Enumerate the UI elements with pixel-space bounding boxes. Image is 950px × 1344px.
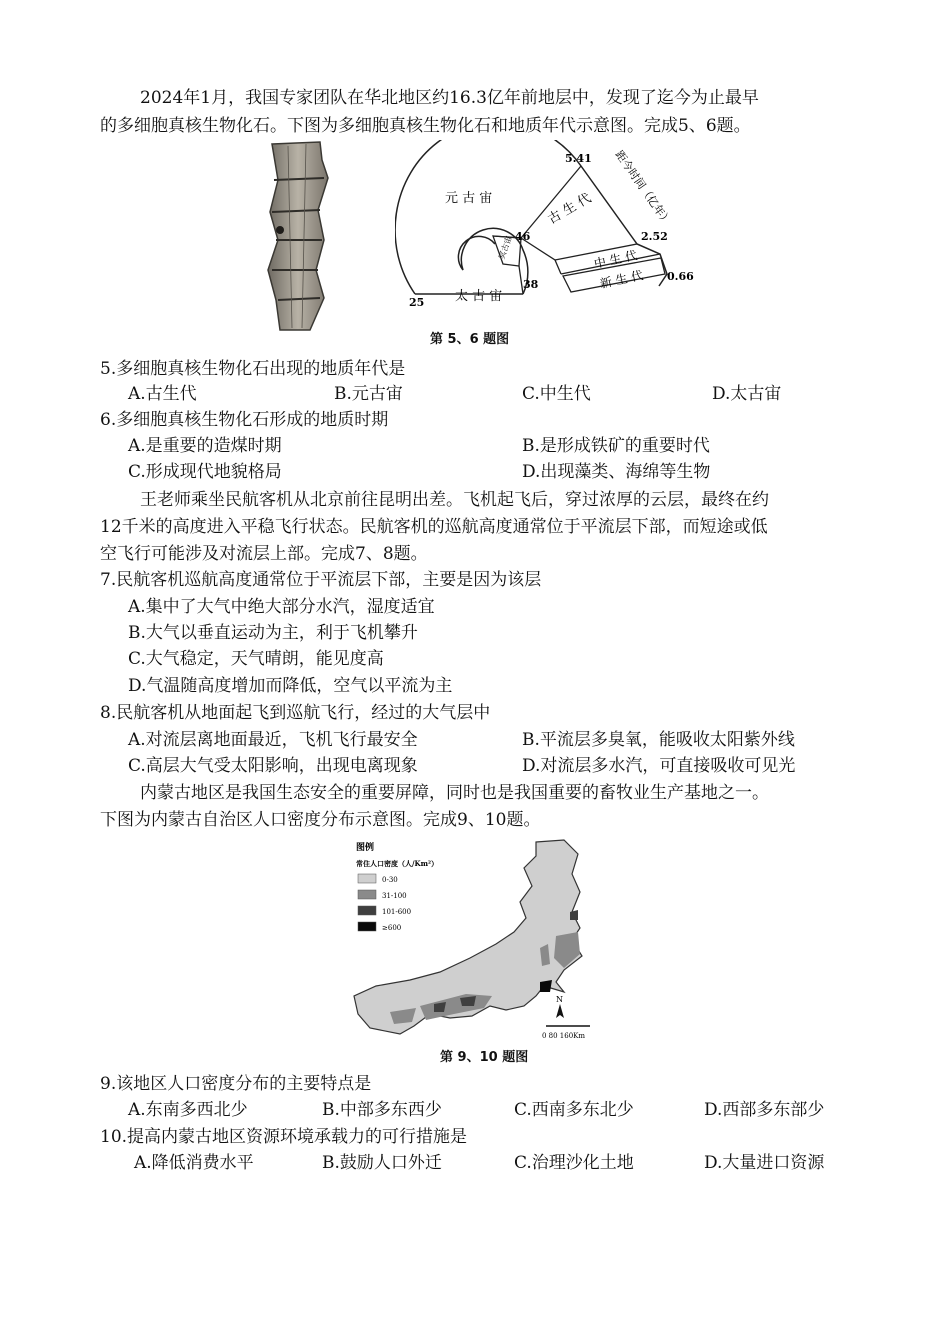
q5-option-a: A.古生代 [128, 384, 197, 404]
passage1-line2: 的多细胞真核生物化石。下图为多细胞真核生物化石和地质年代示意图。完成5、6题。 [100, 116, 751, 136]
legend-swatch-1 [358, 890, 376, 899]
era-zhongsheng: 中 生 代 [592, 248, 639, 271]
q8-option-a: A.对流层离地面最近，飞机飞行最安全 [128, 730, 418, 750]
era-xinsheng: 新 生 代 [598, 268, 645, 291]
legend-swatch-0 [358, 874, 376, 883]
q9-option-c: C.西南多东北少 [514, 1100, 634, 1120]
q7-option-c: C.大气稳定，天气晴朗，能见度高 [128, 649, 384, 669]
q9-option-a: A.东南多西北少 [128, 1100, 248, 1120]
passage3-line2: 下图为内蒙古自治区人口密度分布示意图。完成9、10题。 [100, 810, 541, 830]
population-density-map [350, 836, 600, 1042]
q7-option-a: A.集中了大气中绝大部分水汽，湿度适宜 [128, 597, 435, 617]
q5-option-c: C.中生代 [522, 384, 591, 404]
era-taigu: 太 古 宙 [455, 289, 503, 304]
q10-option-c: C.治理沙化土地 [514, 1153, 634, 1173]
legend-label-0: 0-30 [382, 876, 398, 884]
scale-label: 0 80 160Km [542, 1032, 586, 1040]
density-high-2 [540, 980, 552, 992]
axis-label: 距今时间（亿年） [612, 148, 674, 228]
legend-label-2: 101-600 [382, 908, 412, 916]
age-25: 25 [409, 296, 425, 309]
legend-swatch-3 [358, 922, 376, 931]
q6-option-a: A.是重要的造煤时期 [128, 436, 282, 456]
legend-title: 图例 [356, 843, 375, 853]
q6-option-c: C.形成现代地貌格局 [128, 462, 282, 482]
q10-option-b: B.鼓励人口外迁 [322, 1153, 442, 1173]
q7-option-b: B.大气以垂直运动为主，利于飞机攀升 [128, 623, 418, 643]
age-541: 5.41 [565, 152, 592, 165]
q5-stem: 5.多细胞真核生物化石出现的地质年代是 [100, 359, 406, 379]
q9-option-d: D.西部多东部少 [704, 1100, 825, 1120]
passage2-line1: 王老师乘坐民航客机从北京前往昆明出差。飞机起飞后，穿过浓厚的云层，最终在约 [140, 490, 769, 510]
age-38: 38 [523, 278, 539, 291]
legend-swatch-2 [358, 906, 376, 915]
age-46: 46 [515, 230, 531, 243]
era-gusheng: 古 生 代 [545, 190, 594, 228]
legend-subtitle: 常住人口密度（人/Km²） [356, 859, 439, 868]
passage1-line1: 2024年1月，我国专家团队在华北地区约16.3亿年前地层中，发现了迄今为止最早 [140, 88, 759, 108]
era-yuangu: 元 古 宙 [445, 191, 493, 206]
legend-label-1: 31-100 [382, 892, 407, 900]
q7-stem: 7.民航客机巡航高度通常位于平流层下部，主要是因为该层 [100, 570, 542, 590]
q9-stem: 9.该地区人口密度分布的主要特点是 [100, 1074, 372, 1094]
north-label: N [556, 995, 563, 1004]
q10-stem: 10.提高内蒙古地区资源环境承载力的可行措施是 [100, 1127, 468, 1147]
q6-option-b: B.是形成铁矿的重要时代 [522, 436, 710, 456]
age-252: 2.52 [641, 230, 668, 243]
q10-option-a: A.降低消费水平 [134, 1153, 254, 1173]
fossil-photo [258, 140, 350, 332]
gusheng-zone [521, 238, 561, 274]
q6-option-d: D.出现藻类、海绵等生物 [522, 462, 711, 482]
geologic-time-diagram [395, 140, 720, 340]
figure2-caption: 第 9、10 题图 [440, 1050, 529, 1065]
q6-stem: 6.多细胞真核生物化石形成的地质时期 [100, 410, 389, 430]
passage3-line1: 内蒙古地区是我国生态安全的重要屏障，同时也是我国重要的畜牧业生产基地之一。 [140, 783, 769, 803]
age-066: 0.66 [667, 270, 694, 283]
q10-option-d: D.大量进口资源 [704, 1153, 825, 1173]
q5-option-b: B.元古宙 [334, 384, 403, 404]
q8-option-c: C.高层大气受太阳影响，出现电离现象 [128, 756, 418, 776]
q8-option-d: D.对流层多水汽，可直接吸收可见光 [522, 756, 796, 776]
q9-option-b: B.中部多东西少 [322, 1100, 442, 1120]
q7-option-d: D.气温随高度增加而降低，空气以平流为主 [128, 676, 453, 696]
passage2-line2: 12千米的高度进入平稳飞行状态。民航客机的巡航高度通常位于平流层下部，而短途或低 [100, 517, 768, 537]
era-minggu: 冥古宙 [497, 234, 514, 261]
figure1-caption: 第 5、6 题图 [430, 332, 510, 347]
q8-stem: 8.民航客机从地面起飞到巡航飞行，经过的大气层中 [100, 703, 491, 723]
legend-label-3: ≥600 [382, 924, 402, 932]
passage2-line3: 空飞行可能涉及对流层上部。完成7、8题。 [100, 544, 428, 564]
north-arrow-icon [556, 1004, 564, 1018]
q5-option-d: D.太古宙 [712, 384, 782, 404]
q8-option-b: B.平流层多臭氧，能吸收太阳紫外线 [522, 730, 795, 750]
